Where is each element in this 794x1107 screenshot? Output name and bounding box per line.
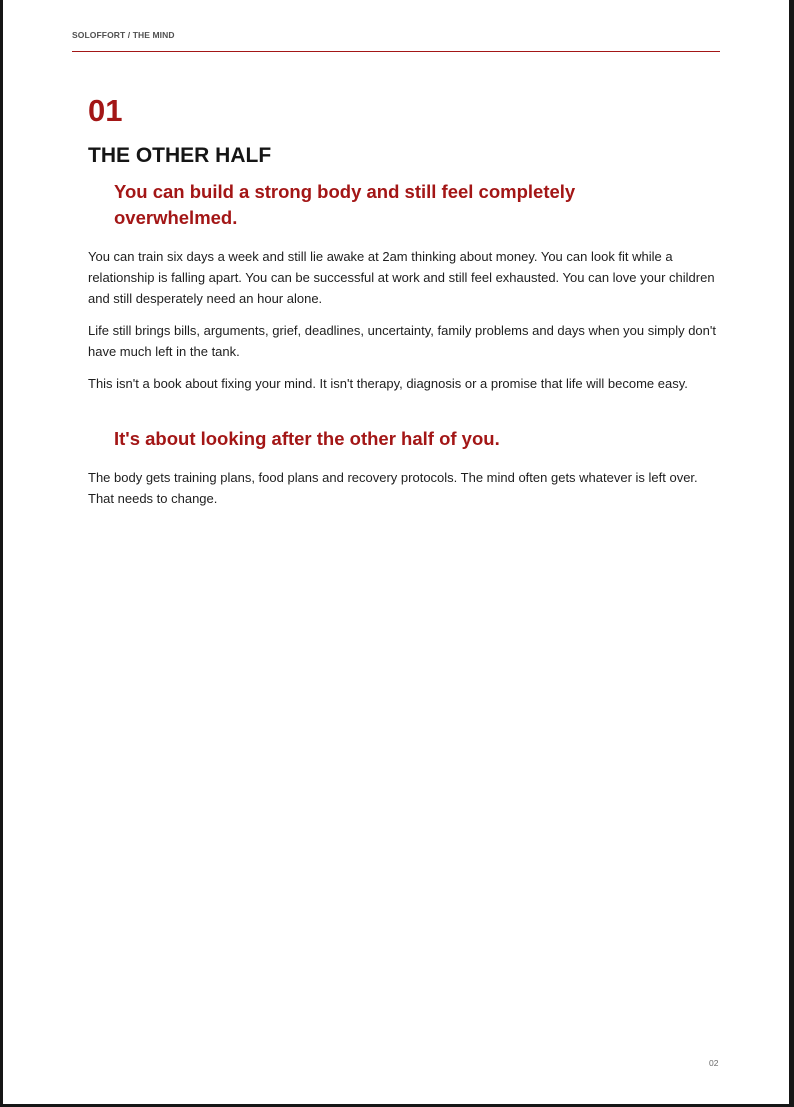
document-page xyxy=(3,0,789,1104)
body-paragraph: The body gets training plans, food plans and recovery protocols. The mind often gets whatever is left over. That needs to change. xyxy=(88,470,698,506)
page-number: 02 xyxy=(709,1058,719,1068)
chapter-title: THE OTHER HALF xyxy=(88,144,272,167)
pullquote-intro: You can build a strong body and still feel completely overwhelmed. xyxy=(114,181,576,228)
body-paragraph: This isn't a book about fixing your mind. It isn't therapy, diagnosis or a promise that life will become easy. xyxy=(88,376,688,391)
running-header: SOLOFFORT / THE MIND xyxy=(72,30,175,40)
header-divider xyxy=(72,51,720,52)
chapter-number: 01 xyxy=(88,93,123,128)
pullquote-other-half: It's about looking after the other half of you. xyxy=(114,428,500,449)
body-paragraph: You can train six days a week and still lie awake at 2am thinking about money. You can look fit while a relationship is falling apart. You can be successful at work and still feel exhausted. You can love your children and still desperately need an hour alone. xyxy=(88,249,715,306)
body-paragraph: Life still brings bills, arguments, grief, deadlines, uncertainty, family problems and days when you simply don't have much left in the tank. xyxy=(88,323,716,359)
